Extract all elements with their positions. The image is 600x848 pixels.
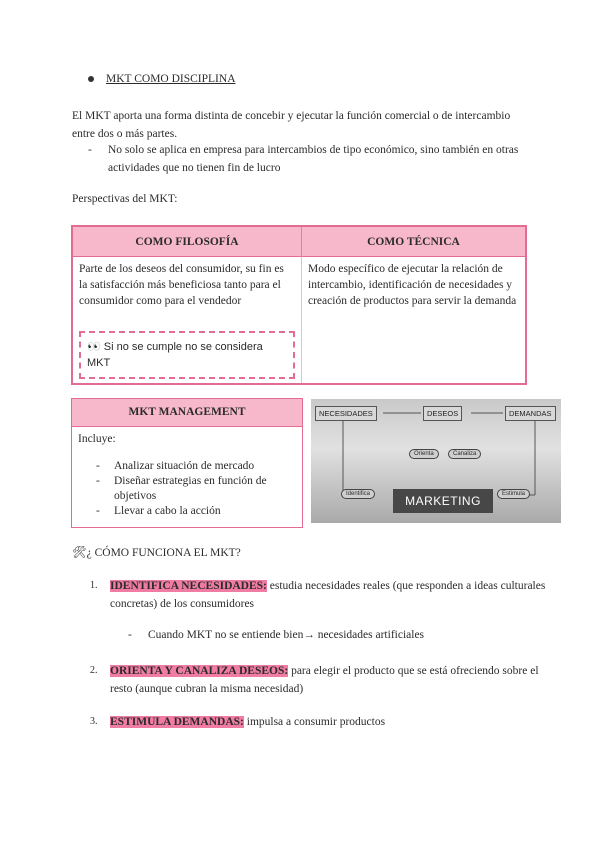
pill-canaliza: Canaliza [448,449,481,459]
diagram-center-label: MARKETING [393,489,493,513]
how-title [72,545,241,559]
step-3-text: impulsa a consumir productos [243,716,386,728]
step-3-label: ESTIMULA DEMANDAS: [110,716,244,728]
dash-icon: - [128,629,132,641]
management-title: MKT MANAGEMENT [72,399,302,427]
note-text: Si no se cumple no se considera MKT [87,341,263,369]
col-header-tecnica: COMO TÉCNICA [302,226,527,257]
cell-filosofia [72,257,302,385]
list-item: - Diseñar estrategias en función de objetivos [96,475,267,502]
intro-bullet [88,141,558,177]
perspectives-label: Perspectivas del MKT: [72,193,178,205]
pill-estimula: Estimula [497,489,530,499]
step-1: 1. IDENTIFICA NECESIDADES: estudia necesidades reales (que responden a ideas culturales concretas) de los consumidores [90,580,546,610]
step-1-label: IDENTIFICA NECESIDADES: [110,580,267,592]
box-necesidades: NECESIDADES [315,406,377,421]
filosofia-text: Parte de los deseos del consumidor, su fin es la satisfacción más beneficiosa tanto para el consumidor como para el vendedor [79,263,284,307]
pill-orienta: Orienta [409,449,439,459]
management-box [71,398,303,528]
col-header-filosofia: COMO FILOSOFÍA [72,226,302,257]
intro-paragraph: El MKT aporta una forma distinta de concebir y ejecutar la función comercial o de intercambio entre dos o más partes. [72,110,511,140]
box-deseos: DESEOS [423,406,462,421]
tools-icon: 🛠 [72,547,87,559]
marketing-diagram [311,399,561,523]
step-2-label: ORIENTA Y CANALIZA DESEOS: [110,665,289,677]
step-1-text: estudia necesidades reales (que responden a ideas culturales concretas) de los consumidores [110,580,546,610]
heading-text: MKT COMO DISCIPLINA [106,73,236,85]
step-2: 2. ORIENTA Y CANALIZA DESEOS: para elegir el producto que se está ofreciendo sobre el resto (aunque cubran la misma necesidad) [90,665,539,695]
dash-icon: - [88,144,92,156]
step-2-text: para elegir el producto que se está ofreciendo sobre el resto (aunque cubran la misma necesidad) [110,665,539,695]
includes-label: Incluye: [78,433,116,445]
step-3: 3. ESTIMULA DEMANDAS: impulsa a consumir productos [90,716,386,728]
list-item: - Llevar a cabo la acción [96,505,221,517]
perspectives-table [71,225,527,385]
bullet-icon [88,76,94,82]
step-1-sub: - Cuando MKT no se entiende bien→ necesidades artificiales [128,629,425,641]
box-demandas: DEMANDAS [505,406,556,421]
management-list [78,459,296,519]
cell-tecnica: Modo específico de ejecutar la relación de intercambio, identificación de necesidades y creación de productos para servir la demanda [302,257,527,385]
section-heading [88,73,236,85]
pill-identifica: Identifica [341,489,375,499]
how-title-text: ¿ CÓMO FUNCIONA EL MKT? [86,547,241,559]
list-item: - Analizar situación de mercado [96,460,255,472]
note-box [79,331,295,379]
intro-bullet-text: No solo se aplica en empresa para intercambios de tipo económico, sino también en otras actividades que no tienen fin de lucro [108,144,519,174]
eyes-icon: 👀 [87,341,101,353]
